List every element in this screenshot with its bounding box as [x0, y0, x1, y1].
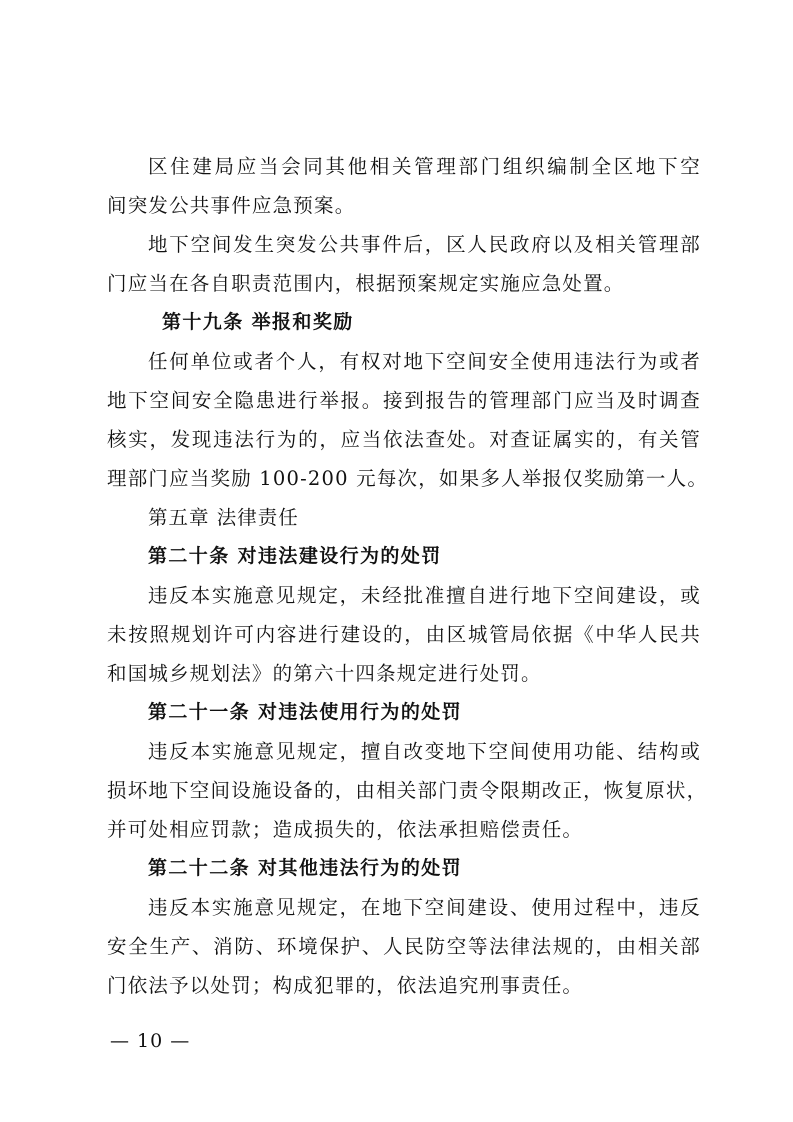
- paragraph-line: 门依法予以处罚；构成犯罪的，依法追究刑事责任。: [107, 974, 584, 997]
- paragraph-line: 门应当在各自职责范围内，根据预案规定实施应急处置。: [107, 272, 625, 295]
- paragraph-line: 安全生产、消防、环境保护、人民防空等法律法规的，由相关部: [107, 935, 701, 958]
- paragraph-line: 违反本实施意见规定，擅自改变地下空间使用功能、结构或: [148, 740, 701, 763]
- paragraph-line: 损坏地下空间设施设备的，由相关部门责令限期改正，恢复原状，: [107, 779, 708, 802]
- document-body: [107, 147, 709, 1005]
- paragraph-line: 未按照规划许可内容进行建设的，由区城管局依据《中华人民共: [107, 623, 701, 646]
- paragraph-line: 地下空间安全隐患进行举报。接到报告的管理部门应当及时调查: [107, 389, 701, 412]
- paragraph-line: 理部门应当奖励 100-200 元每次，如果多人举报仅奖励第一人。: [107, 467, 709, 490]
- chapter-heading: 第五章 法律责任: [148, 506, 299, 529]
- article-heading: 第二十二条 对其他违法行为的处罚: [148, 857, 463, 879]
- paragraph-line: 违反本实施意见规定，在地下空间建设、使用过程中，违反: [148, 896, 701, 919]
- article-heading: 第十九条 举报和奖励: [162, 311, 354, 333]
- article-heading: 第二十一条 对违法使用行为的处罚: [148, 701, 463, 723]
- paragraph-line: 并可处相应罚款；造成损失的，依法承担赔偿责任。: [107, 818, 584, 841]
- paragraph-line: 违反本实施意见规定，未经批准擅自进行地下空间建设，或: [148, 584, 701, 607]
- paragraph-line: 地下空间发生突发公共事件后，区人民政府以及相关管理部: [148, 233, 701, 256]
- paragraph-line: 核实，发现违法行为的，应当依法查处。对查证属实的，有关管: [107, 428, 701, 451]
- page-number: — 10 —: [110, 1030, 191, 1052]
- paragraph-line: 间突发公共事件应急预案。: [107, 194, 356, 217]
- paragraph-line: 和国城乡规划法》的第六十四条规定进行处罚。: [107, 662, 542, 685]
- paragraph-line: 任何单位或者个人，有权对地下空间安全使用违法行为或者: [148, 350, 701, 373]
- article-heading: 第二十条 对违法建设行为的处罚: [148, 545, 442, 567]
- paragraph-line: 区住建局应当会同其他相关管理部门组织编制全区地下空: [148, 155, 701, 178]
